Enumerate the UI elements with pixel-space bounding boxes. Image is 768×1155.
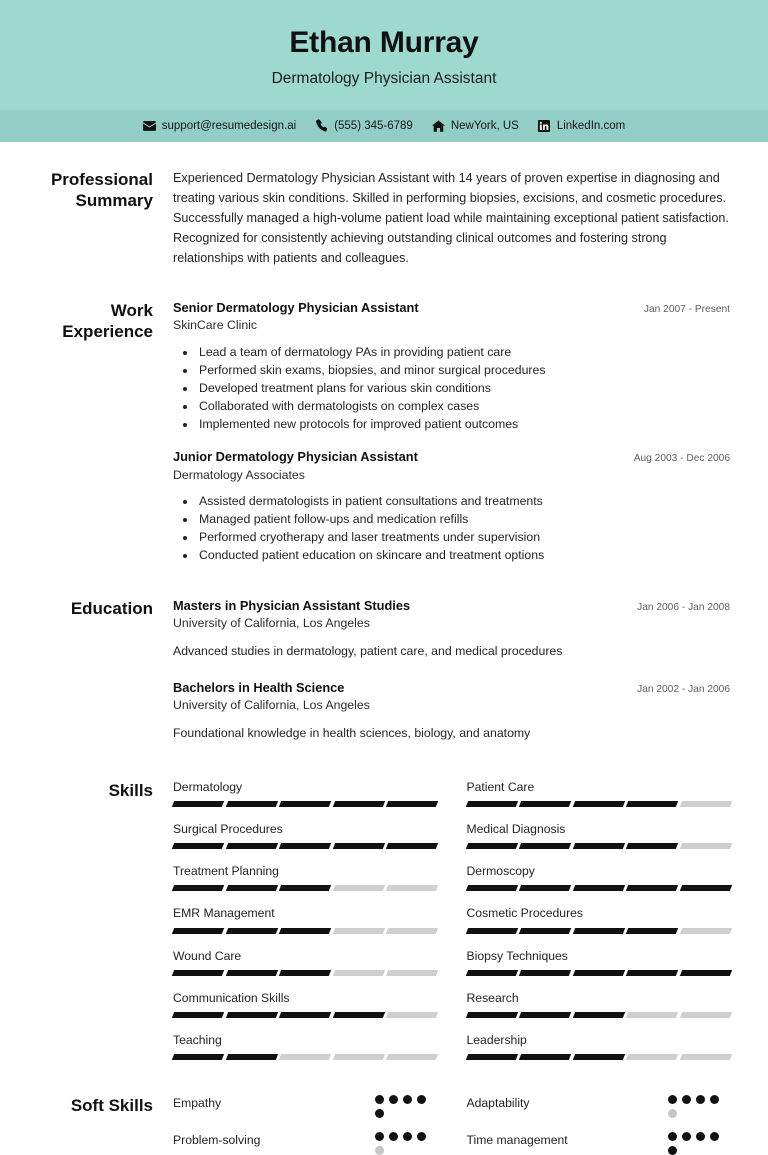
soft-skill-dot xyxy=(668,1132,677,1141)
skill-name: Teaching xyxy=(173,1033,222,1048)
skill-item xyxy=(467,991,731,1018)
skill-item xyxy=(173,1033,437,1060)
skill-level-bar xyxy=(467,885,731,891)
skill-level-segment xyxy=(519,1012,571,1018)
contact-email-text: support@resumedesign.ai xyxy=(161,119,297,132)
soft-skill-dot xyxy=(375,1109,384,1118)
experience-entry xyxy=(173,300,730,434)
soft-skill-dot xyxy=(389,1095,398,1104)
education-date: Jan 2002 - Jan 2006 xyxy=(637,683,730,695)
home-icon xyxy=(432,119,445,132)
experience-entry-head xyxy=(173,449,730,466)
skill-level-segment xyxy=(679,801,731,807)
skill-name: Medical Diagnosis xyxy=(466,821,566,836)
skill-level-segment xyxy=(225,970,277,976)
skill-item xyxy=(173,822,437,849)
skill-level-segment xyxy=(626,885,678,891)
skill-name: Leadership xyxy=(466,1033,527,1048)
soft-skills-grid xyxy=(173,1095,730,1155)
soft-skill-rating xyxy=(375,1132,437,1155)
envelope-icon xyxy=(143,119,156,132)
section-label-summary: Professional Summary xyxy=(50,170,153,211)
soft-skill-dot xyxy=(696,1095,705,1104)
skill-level-segment xyxy=(679,1054,731,1060)
skill-item xyxy=(467,1033,731,1060)
skill-level-segment xyxy=(465,928,517,934)
experience-role: Junior Dermatology Physician Assistant xyxy=(173,449,418,465)
linkedin-icon xyxy=(538,119,551,132)
skill-level-segment xyxy=(465,843,517,849)
skill-level-segment xyxy=(279,885,331,891)
soft-skill-dot xyxy=(375,1132,384,1141)
skill-level-segment xyxy=(225,1054,277,1060)
skill-level-segment xyxy=(465,1054,517,1060)
experience-bullet: • Performed cryotherapy and laser treatments under supervision xyxy=(197,528,730,546)
skill-level-segment xyxy=(519,1054,571,1060)
skill-level-segment xyxy=(679,885,731,891)
skill-level-segment xyxy=(279,1012,331,1018)
skill-level-segment xyxy=(332,970,384,976)
skill-level-segment xyxy=(519,928,571,934)
skill-level-segment xyxy=(679,1012,731,1018)
skill-level-segment xyxy=(679,970,731,976)
skill-level-bar xyxy=(173,970,437,976)
contact-item-location[interactable] xyxy=(432,119,519,132)
contact-bar xyxy=(0,110,768,142)
skill-level-bar xyxy=(467,1012,731,1018)
skill-level-segment xyxy=(572,1012,624,1018)
skill-level-segment xyxy=(332,928,384,934)
experience-entry-head xyxy=(173,300,730,317)
skill-level-bar xyxy=(467,801,731,807)
skill-level-segment xyxy=(172,1054,224,1060)
contact-linkedin-text: LinkedIn.com xyxy=(556,119,626,132)
contact-item-phone[interactable] xyxy=(315,119,413,132)
skill-level-segment xyxy=(386,1054,438,1060)
skill-name: Treatment Planning xyxy=(173,864,279,879)
skill-level-segment xyxy=(279,928,331,934)
soft-skill-item xyxy=(173,1132,437,1155)
skill-level-segment xyxy=(225,928,277,934)
skill-name: EMR Management xyxy=(173,906,275,921)
skill-level-bar xyxy=(467,928,731,934)
education-entry-head xyxy=(173,680,730,697)
skill-level-bar xyxy=(173,843,437,849)
contact-phone-text: (555) 345-6789 xyxy=(334,119,413,132)
soft-skill-dot xyxy=(696,1132,705,1141)
skill-level-segment xyxy=(225,843,277,849)
soft-skill-dot xyxy=(403,1095,412,1104)
skill-name: Dermoscopy xyxy=(466,864,535,879)
skill-level-segment xyxy=(465,970,517,976)
education-entry-head xyxy=(173,598,730,615)
skill-level-bar xyxy=(173,1054,437,1060)
soft-skill-dot xyxy=(668,1095,677,1104)
skill-level-segment xyxy=(172,801,224,807)
education-description: Foundational knowledge in health sciences, biology, and anatomy xyxy=(173,725,531,740)
skill-item xyxy=(173,780,437,807)
soft-skill-dot xyxy=(375,1146,384,1155)
job-title: Dermatology Physician Assistant xyxy=(271,69,497,87)
skill-level-segment xyxy=(626,928,678,934)
experience-bullet-list xyxy=(173,492,730,564)
skill-level-segment xyxy=(225,1012,277,1018)
education-entry xyxy=(173,598,730,661)
skill-item xyxy=(173,949,437,976)
skill-item xyxy=(173,991,437,1018)
skill-level-segment xyxy=(519,970,571,976)
soft-skill-item xyxy=(173,1095,437,1118)
soft-skill-dot xyxy=(375,1095,384,1104)
skill-level-segment xyxy=(386,928,438,934)
contact-item-linkedin[interactable] xyxy=(538,119,625,132)
soft-skill-rating xyxy=(668,1132,730,1155)
skill-level-segment xyxy=(519,885,571,891)
skill-level-segment xyxy=(386,970,438,976)
soft-skill-dot xyxy=(668,1146,677,1155)
soft-skill-item xyxy=(467,1095,731,1118)
skill-level-bar xyxy=(467,843,731,849)
skill-level-segment xyxy=(172,928,224,934)
skill-level-segment xyxy=(172,885,224,891)
skill-level-segment xyxy=(279,801,331,807)
section-label-soft-skills: Soft Skills xyxy=(70,1096,153,1116)
skill-level-segment xyxy=(465,801,517,807)
experience-bullet-list xyxy=(173,343,730,433)
skill-level-segment xyxy=(679,843,731,849)
experience-bullet: • Performed skin exams, biopsies, and minor surgical procedures xyxy=(197,361,730,379)
skill-level-segment xyxy=(225,801,277,807)
soft-skill-dot xyxy=(417,1132,426,1141)
skill-level-segment xyxy=(279,843,331,849)
soft-skills-content xyxy=(173,1095,730,1155)
soft-skill-name: Adaptability xyxy=(466,1096,530,1111)
soft-skill-item xyxy=(467,1132,731,1155)
experience-bullet: • Developed treatment plans for various skin conditions xyxy=(197,379,730,397)
skill-level-bar xyxy=(467,970,731,976)
soft-skill-rating xyxy=(668,1095,730,1118)
skill-name: Dermatology xyxy=(173,779,243,794)
soft-skill-rating xyxy=(375,1095,437,1118)
resume-header xyxy=(0,0,768,110)
skill-level-segment xyxy=(172,843,224,849)
education-list xyxy=(173,598,730,743)
skill-item xyxy=(173,906,437,933)
experience-bullet: • Managed patient follow-ups and medication refills xyxy=(197,510,730,528)
skill-level-segment xyxy=(572,928,624,934)
experience-date: Jan 2007 - Present xyxy=(643,303,730,315)
skill-level-segment xyxy=(172,1012,224,1018)
skill-name: Biopsy Techniques xyxy=(466,948,568,963)
skill-level-segment xyxy=(386,801,438,807)
education-school: University of California, Los Angeles xyxy=(173,698,370,713)
skill-level-segment xyxy=(679,928,731,934)
experience-bullet: • Implemented new protocols for improved patient outcomes xyxy=(197,415,730,433)
resume-body xyxy=(0,142,768,1155)
soft-skill-dot xyxy=(710,1095,719,1104)
soft-skill-dot xyxy=(403,1132,412,1141)
skill-level-bar xyxy=(173,928,437,934)
education-degree: Masters in Physician Assistant Studies xyxy=(173,597,411,613)
section-label-education: Education xyxy=(70,598,153,618)
skill-level-segment xyxy=(332,1054,384,1060)
experience-date: Aug 2003 - Dec 2006 xyxy=(633,453,730,465)
skill-item xyxy=(467,780,731,807)
experience-organization: SkinCare Clinic xyxy=(173,318,258,333)
experience-entry xyxy=(173,449,730,564)
page-title: Ethan Murray xyxy=(289,26,479,59)
skill-level-bar xyxy=(173,885,437,891)
skills-grid xyxy=(173,780,730,1061)
experience-bullet: • Conducted patient education on skincare and treatment options xyxy=(197,546,730,564)
skill-level-segment xyxy=(332,801,384,807)
education-entry xyxy=(173,680,730,743)
experience-bullet: • Lead a team of dermatology PAs in providing patient care xyxy=(197,343,730,361)
soft-skill-name: Time management xyxy=(466,1133,568,1148)
experience-role: Senior Dermatology Physician Assistant xyxy=(173,299,419,315)
skill-level-segment xyxy=(386,885,438,891)
section-soft-skills xyxy=(38,1060,730,1155)
skill-name: Cosmetic Procedures xyxy=(466,906,584,921)
skill-level-segment xyxy=(626,1012,678,1018)
experience-bullet: • Assisted dermatologists in patient consultations and treatments xyxy=(197,492,730,510)
experience-bullet: • Collaborated with dermatologists on complex cases xyxy=(197,397,730,415)
skill-name: Communication Skills xyxy=(173,990,290,1005)
skill-name: Research xyxy=(466,990,519,1005)
soft-skill-dot xyxy=(682,1132,691,1141)
skill-level-segment xyxy=(626,843,678,849)
section-skills xyxy=(38,743,730,1061)
skill-level-segment xyxy=(572,1054,624,1060)
skill-level-segment xyxy=(465,885,517,891)
experience-organization: Dermatology Associates xyxy=(173,467,305,482)
summary-text: Experienced Dermatology Physician Assistant with 14 years of proven expertise in diagnosing and treating various skin conditions. Skilled in performing biopsies, excisions, and cosmetic procedures. Successfully managed a high-volume patient load while maintaining exceptional patient satisfaction. Recognized for consistently achieving outstanding clinical outcomes and fostering strong relationships with patients and colleagues. xyxy=(173,171,729,265)
section-education xyxy=(38,565,730,743)
skill-level-segment xyxy=(626,1054,678,1060)
section-label-skills: Skills xyxy=(108,780,153,800)
skill-level-segment xyxy=(386,1012,438,1018)
education-date: Jan 2006 - Jan 2008 xyxy=(637,601,730,613)
skill-level-bar xyxy=(173,801,437,807)
soft-skill-dot xyxy=(710,1132,719,1141)
contact-item-email[interactable] xyxy=(143,119,296,132)
skill-level-segment xyxy=(572,970,624,976)
skill-name: Patient Care xyxy=(466,779,535,794)
skill-level-segment xyxy=(332,1012,384,1018)
education-degree: Bachelors in Health Science xyxy=(173,679,345,695)
skill-level-segment xyxy=(626,801,678,807)
skill-level-segment xyxy=(626,970,678,976)
section-label-experience: Work Experience xyxy=(62,300,153,341)
skill-level-segment xyxy=(279,970,331,976)
skill-level-segment xyxy=(519,843,571,849)
skill-level-segment xyxy=(225,885,277,891)
education-school: University of California, Los Angeles xyxy=(173,616,370,631)
skill-level-segment xyxy=(332,843,384,849)
skill-level-bar xyxy=(173,1012,437,1018)
skill-item xyxy=(467,949,731,976)
soft-skill-dot xyxy=(682,1095,691,1104)
phone-icon xyxy=(315,119,328,132)
skill-level-segment xyxy=(279,1054,331,1060)
section-work-experience xyxy=(38,269,730,565)
skill-name: Surgical Procedures xyxy=(173,821,283,836)
soft-skill-dot xyxy=(389,1132,398,1141)
skills-content xyxy=(173,780,730,1061)
experience-list xyxy=(173,300,730,565)
skill-level-segment xyxy=(572,801,624,807)
skill-level-segment xyxy=(386,843,438,849)
soft-skill-name: Problem-solving xyxy=(173,1133,261,1148)
skill-level-segment xyxy=(572,885,624,891)
skill-level-segment xyxy=(172,970,224,976)
skill-level-segment xyxy=(519,801,571,807)
skill-item xyxy=(467,822,731,849)
skill-level-segment xyxy=(332,885,384,891)
skill-level-segment xyxy=(572,843,624,849)
soft-skill-dot xyxy=(668,1109,677,1118)
skill-name: Wound Care xyxy=(173,948,242,963)
contact-location-text: NewYork, US xyxy=(450,119,519,132)
section-professional-summary xyxy=(38,142,730,268)
skill-item xyxy=(173,864,437,891)
soft-skill-name: Empathy xyxy=(173,1096,222,1111)
skill-item xyxy=(467,906,731,933)
summary-content xyxy=(173,169,730,268)
skill-level-segment xyxy=(465,1012,517,1018)
soft-skill-dot xyxy=(417,1095,426,1104)
skill-item xyxy=(467,864,731,891)
skill-level-bar xyxy=(467,1054,731,1060)
education-description: Advanced studies in dermatology, patient care, and medical procedures xyxy=(173,643,563,658)
